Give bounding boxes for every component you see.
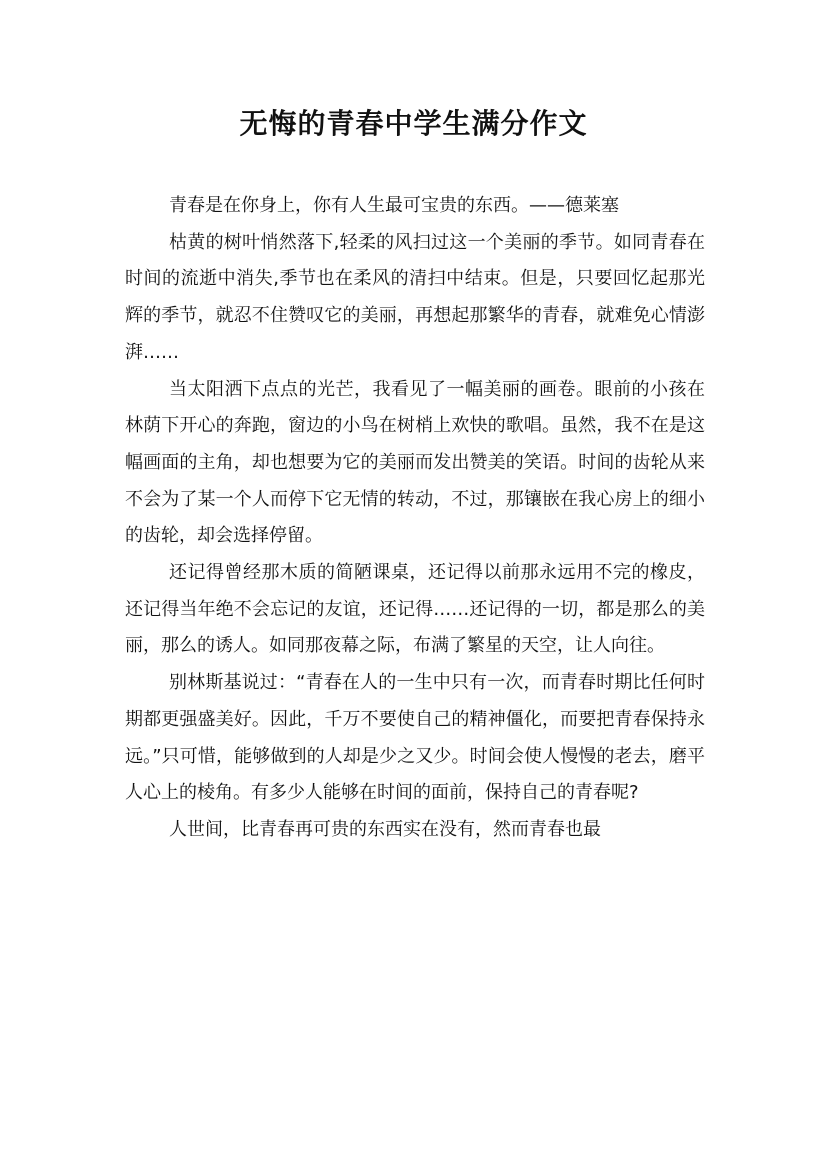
document-body <box>125 188 705 849</box>
paragraph: 人世间，比青春再可贵的东西实在没有，然而青春也最 <box>169 818 601 840</box>
paragraph: 当太阳洒下点点的光芒，我看见了一幅美丽的画卷。眼前的小孩在林荫下开心的奔跑，窗边的小鸟在树梢上欢快的歌唱。虽然，我不在是这幅画面的主角，却也想要为它的美丽而发出赞美的笑语。时间的齿轮从来不会为了某一个人而停下它无情的转动，不过，那镶嵌在我心房上的细小的齿轮，却会选择停留。 <box>125 378 705 547</box>
document-title: 无悔的青春中学生满分作文 <box>239 107 588 140</box>
paragraph: 别林斯基说过：“青春在人的一生中只有一次，而青春时期比任何时期都更强盛美好。因此，千万不要使自己的精神僵化，而要把青春保持永远。”只可惜，能够做到的人却是少之又少。时间会使人慢慢的老去，磨平人心上的棱角。有多少人能够在时间的面前，保持自己的青春呢? <box>125 672 705 804</box>
paragraph-epigraph: 青春是在你身上，你有人生最可宝贵的东西。——德莱塞 <box>169 195 619 216</box>
paragraph: 还记得曾经那木质的简陋课桌，还记得以前那永远用不完的橡皮，还记得当年绝不会忘记的友谊，还记得……还记得的一切，都是那么的美丽，那么的诱人。如同那夜幕之际，布满了繁星的天空，让人向往。 <box>125 562 705 657</box>
paragraph: 枯黄的树叶悄然落下,轻柔的风扫过这一个美丽的季节。如同青春在时间的流逝中消失,季节也在柔风的清扫中结束。但是，只要回忆起那光辉的季节，就忍不住赞叹它的美丽，再想起那繁华的青春，就难免心情澎湃…… <box>125 231 705 363</box>
